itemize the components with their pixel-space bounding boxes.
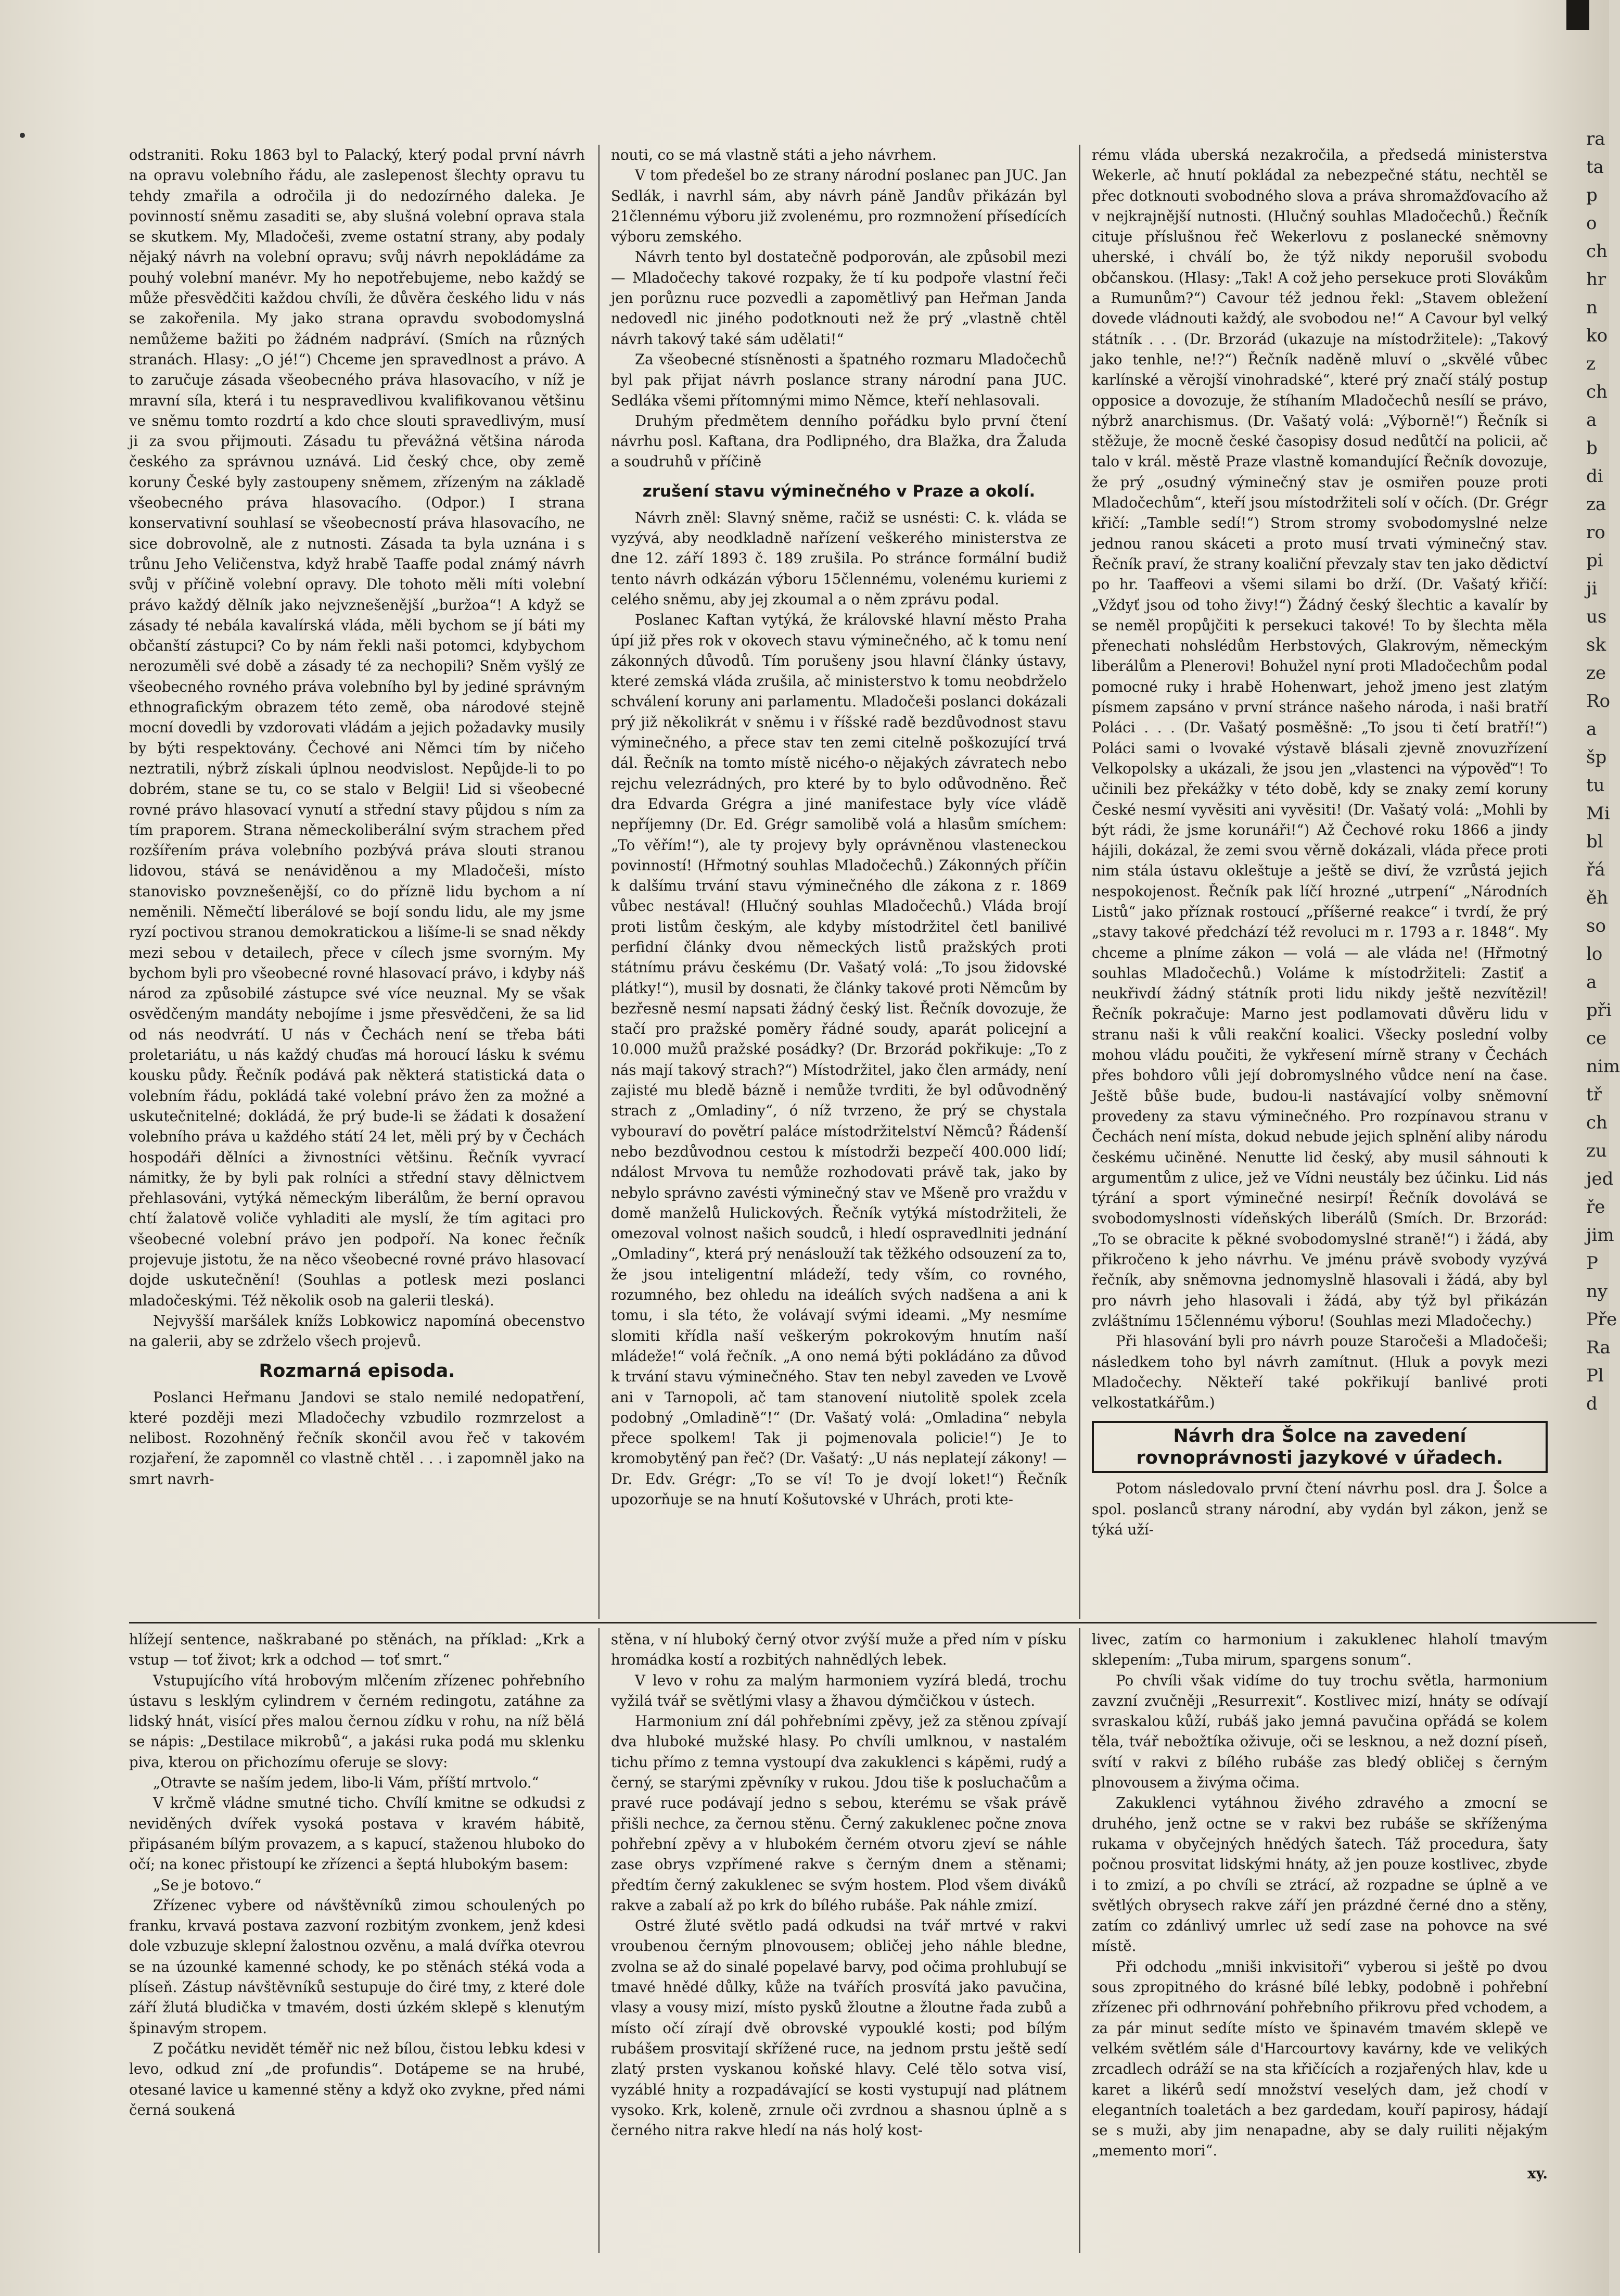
paragraph: Návrh zněl: Slavný sněme, račiž se usnésti: C. k. vláda se vyzývá, aby neodkladně nařízení veškerého ministerstva ze dne 12. září 1893 č. 189 zrušila. Po stránce formální budiž tento návrh odkázán výboru 15člennému, volenému kuriemi z celého sněmu, aby jej zkoumal a o něm zprávu podal.	[611, 509, 1067, 608]
edge-fragment: o	[1586, 213, 1597, 234]
paragraph: Po chvíli však vidíme do tuy trochu světla, harmonium zavzní zvučněji „Resurrexit“. Kostlivec mizí, hnáty se odívají svraskalou kůží, rubáš jako jemná pavučina opřádá se kolem těla, tvář nebožtíka oživuje, oči se lesknou, a než dozní píseň, svítí v rakvi z bílého rubáše zas bledý obličej s černým plnovousem a živýma očima.	[1092, 1671, 1548, 1792]
edge-fragment: ko	[1586, 325, 1608, 346]
edge-fragment: ro	[1586, 522, 1605, 543]
edge-fragment: ch	[1586, 382, 1608, 402]
paragraph: Za všeobecné stísněnosti a špatného rozmaru Mladočechů byl pak přijat návrh poslance strany národní pana JUC. Sedláka všemi přítomnými mimo Němce, kteří nehlasovali.	[611, 350, 1067, 409]
column-rule	[598, 1628, 599, 2253]
column-1	[129, 145, 585, 1619]
paragraph: V krčmě vládne smutné ticho. Chvílí kmitne se odkudsi z neviděných dvířek vysoká postava v kravém hábitě, připásaném bílým provazem, a s kapucí, staženou hluboko do očí; na konec přistoupí ke zřízenci a šeptá hlubokým basem:	[129, 1794, 585, 1873]
edge-fragment: ji	[1586, 578, 1598, 599]
paragraph: nouti, co se má vlastně státi a jeho návrhem.	[611, 146, 937, 163]
paragraph: Nejvyšší maršálek knížs Lobkowicz napomíná obecenstvo na galerii, aby se zdrželo všech projevů.	[129, 1312, 585, 1350]
edge-fragment: us	[1586, 606, 1607, 627]
margin-dot	[20, 133, 25, 138]
author-signature: xy.	[1527, 2164, 1548, 2182]
edge-fragment: z	[1586, 353, 1596, 374]
edge-fragment: pi	[1586, 550, 1603, 571]
edge-fragment: a	[1586, 410, 1597, 430]
edge-fragment: a	[1586, 719, 1597, 740]
paragraph: rému vláda uberská nezakročila, a předsedá ministerstva Wekerle, ač hnutí pokládal za nebezpečné státu, nechtěl se přec dotknouti svobodného slova a práva shromažďovacího až v nejkrajnější nutnosti. (Hlučný souhlas Mladočechů.) Řečník cituje příslušnou řeč Wekerlovu z poslanecké sněmovny uherské, i chválí bo, že týž nikdy neporušil svobodu občanskou. (Hlasy: „Tak! A což jeho persekuce proti Slovákům a Rumunům?“) Cavour též jednou řekl: „Stavem obležení dovede vládnouti každý, ale svobodou ne!“ A Cavour byl velký státník . . . (Dr. Brzorád (ukazuje na místodržitele): „Takový jako tenhle, ne!?“) Řečník naděně mluví o „skvělé vůbec karlínské a věrojší vinohradské“, které prý značí stálý postup opposice a dovozuje, že stíhaním Mladočechů nesílí se právo, nýbrž anarchismus. (Dr. Vašatý volá: „Výborně!“) Řečník si stěžuje, že mocně české časopisy dosud nedůtčí na policii, ač talo v král. městě Praze vlastně komandující Řečník dovozuje, že prý „osudný výminečný stav je osmiřen pouze proti Mladočechům“, kteří jsou místodržiteli solí v očích. (Dr. Grégr křičí: „Tamble sedí!“) Strom stromy svobodomyslné nelze jednou ranou skáceti a proto musí trvati výminečný stav. Řečník praví, že strany koaliční převzaly stav ten jako dědictví po hr. Taaffeovi a všemi silami bo drží. (Dr. Vašatý křičí: „Vždyť jsou od toho živy!“) Žádný český šlechtic a kavalír by se neměl propůjčiti k persekuci takové! To by šlechta měla přenechati nohslédům Herbstových, Glakrovým, německým liberálům a Plenerovi! Bohužel nyní proti Mladočechům podal pomocné ruky i hrabě Hohenwart, jehož jmeno jest zlatým písmem zapsáno v první stránce našeho národa, i naši bratří Poláci . . . (Dr. Vašatý posměšně: „To jsou ti četí bratří!“) Poláci sami o lvovaké výstavě blásali zjevně znovuzřízení Velkopolsky a ukázali, že jsou jen „vlastenci na výpověď“! To učinili bez překážky v této době, kdy se znaky zemí koruny České nesmí vyvěsiti ani vyvěsiti! (Dr. Vašatý volá: „Mohli by být rádi, že jsme korunáři!“) Až Čechové roku 1866 a jindy hájili, dokázal, že zemi svou věrně dokázali, vláda přece proti nim stála ústavu okleštuje a ještě se diví, že vzrůstá jejich nespokojenost. Řečník pak líčí hrozné „utrpení“ „Národních Listů“ jako příznak rostoucí „příšerné reakce“ i tvrdí, že prý „stavy takové předchází též revoluci m r. 1793 a r. 1848“. My chceme a plníme zákon — volá — ale vláda ne! (Hřmotný souhlas Mladočechů.) Voláme k místodržiteli: Zastiť a neukřivdí žádný státník proti lidu nikdy ještě nezvítězil! Řečník pokračuje: Marno jest podlamovati důvěru lidu v stranu naši k vůli reakční koalici. Všecky poslední volby mohou vládu poučiti, že vykřesení mírně strany v Čechách přes bohdoro vůli její dobromyslného vůdce není na čase. Ještě bůše bude, budou-li nastávající volby sněmovní provedeny za stavu výminečného. Pro rozpínavou stranu v Čechách není místa, dokud nebude jejich splnění aliby národu českému učiněné. Nenutte lid český, aby musil sáhnouti k argumentům z ulice, jež ve Vídni neustály bez účinku. Lid nás týrání a sport výminečné nesirpí! Řečník dovolává se svobodomyslnosti vídeňských liberálů (Smích. Dr. Brzorád: „To se obracite k pěkné svobodomyslné straně!“) i žádá, aby přikročeno k jeho návrhu. Ve jménu právě svobody vyzývá řečník, aby sněmovna jednomyslně hlasovali i žádá, aby byl pro návrh jeho hlasovali i žádá, aby týž byl přikázán zvláštnímu 15člennému výboru! (Souhlas mezi Mladočechy.)	[1092, 146, 1548, 1329]
edge-fragment: nim	[1586, 1056, 1620, 1077]
edge-fragment: jed	[1586, 1169, 1614, 1189]
paragraph: Návrh tento byl dostatečně podporován, ale způsobil mezi— Mladočechy takové rozpaky, že tí ku podpoře vlastní řeči jen porůznu ruce pozvedli a zapomětlivý pan Heřman Janda nedovedl nic jiného podotknouti než že prý „vlastně chtěl návrh takový také sám udělati!“	[611, 248, 1067, 348]
paragraph: Při odchodu „mniši inkvisitoři“ vyberou si ještě po dvou sous zpropitného do krásné bílé lebky, podobně i pohřební zřízenec při odhrnování pohřebního přikrovu před vchodem, a za pár minut sedíte místo ve špinavém tmavém sklepě ve velkém světlém sále d'Harcourtovy kavárny, kde ve velikých zrcadlech odráží se na sta křičících a rozjařených hlav, kde u karet a likérů sedí množství veselých dam, jež chodí v elegantních toaletách a bez gardedam, kouří papirosy, hádají se s muži, aby jim nenapadne, aby se daly ruiliti nějakým „memento mori“.	[1092, 1958, 1548, 2160]
edge-fragment: bl	[1586, 831, 1603, 852]
edge-fragment: ch	[1586, 1112, 1608, 1133]
edge-fragment: jim	[1586, 1225, 1614, 1246]
edge-fragment: ze	[1586, 663, 1606, 683]
column-3	[1092, 145, 1548, 1619]
paragraph: Z počátku nevidět téměř nic než bílou, čistou lebku kdesi v levo, odkud zní „de profundis“. Dotápeme se na hrubé, otesané lavice u kamenné stěny a když oko zvykne, před námi černá soukená	[129, 2039, 585, 2119]
edge-fragment: a	[1586, 972, 1597, 993]
column-2	[611, 145, 1067, 1619]
paragraph: V tom předešel bo ze strany národní poslanec pan JUC. Jan Sedlák, i navrhl sám, aby návrh páně Jandův přikázán byl 21člennému výboru již zvolenému, pro rozmnožení přísedících výboru zemského.	[611, 167, 1067, 246]
edge-fragment: Pl	[1586, 1365, 1604, 1386]
edge-fragment: zu	[1586, 1140, 1607, 1161]
edge-fragment: za	[1586, 494, 1606, 515]
feuilleton-rule	[129, 1622, 1597, 1623]
edge-fragment: so	[1586, 916, 1606, 936]
paragraph: livec, zatím co harmonium i zakuklenec hlaholí tmavým sklepením: „Tuba mirum, spargens sonum“.	[1092, 1631, 1548, 1669]
edge-fragment: při	[1586, 1000, 1612, 1021]
column-rule	[598, 145, 599, 1619]
edge-fragment: p	[1586, 185, 1598, 206]
paragraph: stěna, v ní hluboký černý otvor zvýší muže a před ním v písku hromádka kostí a rozbitých nahnědlých lebek.	[611, 1631, 1067, 1669]
edge-mark	[1566, 0, 1589, 30]
paragraph: Druhým předmětem denního pořádku bylo první čtení návrhu posl. Kaftana, dra Podlipného, dra Blažka, dra Žaluda a soudruhů v příčině	[611, 412, 1067, 471]
edge-fragment: ta	[1586, 157, 1604, 177]
feuilleton-column-1	[129, 1629, 585, 2256]
edge-fragment: šp	[1586, 747, 1607, 768]
edge-fragment: Pře	[1586, 1309, 1617, 1330]
paragraph: Při hlasování byli pro návrh pouze Staročeši a Mladočeši; následkem toho byl návrh zamítnut. (Hluk a povyk mezi Mladočechy. Někteří také pokřikují banlivé proti velkostatkářům.)	[1092, 1333, 1548, 1412]
column-rule	[1079, 1628, 1080, 2253]
edge-fragment: d	[1586, 1393, 1598, 1414]
edge-fragment: ce	[1586, 1028, 1607, 1049]
edge-fragment: b	[1586, 438, 1598, 459]
paragraph: Vstupujícího vítá hrobovým mlčením zřízenec pohřebního ústavu s lesklým cylindrem v černém redingotu, zatáhne za lidský hnát, visící přes malou černou zídku v rohu, na níž bělá se nápis: „Destilace mikrobů“, a jakási ruka podá mu sklenku piva, kterou on přichozímu oferuje se slovy:	[129, 1671, 585, 1771]
feuilleton-column-2	[611, 1629, 1067, 2256]
edge-fragment: di	[1586, 466, 1603, 487]
column-rule	[1079, 145, 1080, 1619]
edge-fragment: hr	[1586, 269, 1606, 290]
paragraph: Poslanci Heřmanu Jandovi se stalo nemilé nedopatření, které později mezi Mladočechy vzbudilo rozmrzelost a nelibost. Rozohněný řečník skončil avou řeč v takovém rozjaření, že zapomněl co vlastně chtěl . . . i zapomněl jako na smrt navrh-	[129, 1388, 585, 1488]
edge-fragment: ny	[1586, 1281, 1608, 1302]
paragraph: Zakuklenci vytáhnou živého zdravého a zmocní se druhého, jenž octne se v rakvi bez rubáše se skříženýma rukama v obyčejných hnědých šatech. Táž procedura, šaty počnou prosvitat lidskými hnáty, až jen pouze kostlivec, zbyde i to zmizí, a po chvíli se ztrácí, až rozpadne se úplně a ve světlých obrysech rakve září jen prázdné černé dno a stěny, zatím co zdánlivý umrlec už sedí zase na pohovce na své místě.	[1092, 1794, 1548, 1955]
edge-fragment: tu	[1586, 775, 1605, 796]
paragraph: „Se je botovo.“	[153, 1876, 262, 1894]
paragraph: V levo v rohu za malým harmoniem vyzírá bledá, trochu vyžilá tvář se světlými vlasy a žhavou dýmčičkou v ústech.	[611, 1671, 1067, 1709]
edge-fragment: n	[1586, 297, 1598, 318]
paragraph: odstraniti. Roku 1863 byl to Palacký, který podal první návrh na opravu volebního řádu, ale zaslepenost šlechty opravu tu tehdy zmařila a odročila ji do nedozírného daleka. Je povinností sněmu zasaditi se, aby slušná volební oprava stala se skutkem. My, Mladočeši, zveme ostatní strany, aby podaly nějaký návrh na volební opravu; svůj návrh nepokládáme za pouhý volební manévr. My ho nepotřebujeme, nebo každý se může přesvědčiti každou chvíli, že důvěra českého lidu v nás se zakořenila. My jako strana opravdu svobodomyslná nemůžeme bažiti po žádném nadpráví. (Smích na různých stranách. Hlasy: „O jé!“) Chceme jen spravedlnost a právo. A to zaručuje zásada všeobecného práva hlasovacího, v níž je mravní síla, která i tu nespravedlivou kvalifikovanou většinu ve sněmu tomto rozdrtí a kdo chce slouti spravedlivým, musí ji za svou přijmouti. Zásadu tu převážná většina národa českého za správnou uznává. Lid český chce, oby země koruny České byly zastoupeny sněmem, zřízeným na základě všeobecného práva hlasovacího. (Odpor.) I strana konservativní souhlasí se všeobecností práva hlasovacího, ne sice dobrovolně, ale z nutnosti. Zásada ta byla uznána i s trůnu Jeho Veličenstva, když hrabě Taaffe podal známý návrh svůj v příčině volební opravy. Dle tohoto měli míti volební právo každý dělník jako nejvznešenější „buržoa“! A když se zásady té nebála kavalírská vláda, měli bychom se jí báti my občanští zástupci? Co by nám řekli naši potomci, kdybychom nerozuměli své době a zásady té za nechopili? Sněm vyšlý ze všeobecného rovného práva volebního byl by jediné správným ethnografickým obrazem této země, oba národové stejně mocní dovedli by vzdorovati vládám a jejich požadavky musily by býti respektovány. Čechové ani Němci tím by ničeho neztratili, nýbrž získali úplnou neodvislost. Nepůjde-li to po dobrém, stane se tu, co se stalo v Belgii! Lid si všeobecné rovné právo hlasovací vynutí a střední stavy půjdou s ním za tím praporem. Strana německoliberální svým strachem před rozšířením práva volebního pozbývá práva slouti stranou lidovou, stává se nenáviděnou a my Mladočeši, místo stanovisko povznešenější, co do příznë lidu bychom a ní neměnili. Němečtí liberálové se bojí sondu lidu, ale my jsme ryzí poctivou stranou demokratickou a lišíme-li se snad někdy mezi sebou v detailech, přece v cílech jsme svorným. My bychom byli pro všeobecné rovné hlasovací právo, i kdyby náš národ za způsobilé zástupce své více neuznal. My se však osvědčeným mandáty nebojíme i jsme přesvědčeni, že sa lid od nás neodvrátí. U nás v Čechách není se třeba báti proletariátu, u nás každý chuďas má horoucí lásku k svému kousku půdy. Řečník podává pak některá statistická data o volebním řádu, pokládá také volební právo žen za možné a uskutečnitelné; dokládá, že prý bude-li se žádati k dosažení volebního práva u každého státí 24 let, měli prý by v Čechách hospodáři dělníci a živnostníci většinu. Řečník vyvrací námitky, že by byli pak rolníci a střední stavy dělnictvem přehlasováni, vytýká německým liberálům, že berní opravou chtí žalatově voliče vyhladiti ale myslí, že tím agitaci pro všeobecné volební právo jen podpoří. Na konec řečník projevuje jistotu, že na něco všeobecné rovné právo hlasovací dojde uskutečnění! (Souhlas a potlesk mezi poslanci mladočeskými. Též několik osob na galerii tleská).	[129, 146, 585, 1309]
paragraph: Potom následovalo první čtení návrhu posl. dra J. Šolce a spol. poslanců strany národní, aby vydán byl zákon, jenž se týká uží-	[1092, 1480, 1548, 1538]
edge-fragment: Ra	[1586, 1337, 1611, 1358]
edge-fragment: ěh	[1586, 887, 1609, 908]
edge-fragment: P	[1586, 1253, 1598, 1274]
edge-fragment: ře	[1586, 1197, 1605, 1217]
edge-fragment: tř	[1586, 1084, 1602, 1105]
paragraph: hlížejí sentence, naškrabané po stěnách, na příklad: „Krk a vstup — toť život; krk a odchod — toť smrt.“	[129, 1631, 585, 1669]
paragraph: „Otravte se naším jedem, libo-li Vám, příští mrtvolo.“	[153, 1774, 539, 1792]
section-heading: Návrh dra Šolce na zavedení rovnoprávnosti jazykové v úřadech.	[1092, 1421, 1548, 1473]
edge-fragment: Mi	[1586, 803, 1610, 824]
paragraph: Zřízenec vybere od návštěvníků zimou schoulených po franku, krvavá postava zazvoní rozbitým zvonkem, jenž kdesi dole vzbuzuje sklepní žalostnou ozvěnu, a malá dvířka otevrou se na úzounké kamenné schody, ke po stěnách stéká voda a plíseň. Zástup návštěvníků sestupuje do čiré tmy, z které dole září žlutá bludička v tmavém, dosti úzkém sklepě s klenutým špinavým stropem.	[129, 1896, 585, 2037]
edge-fragment: řá	[1586, 859, 1605, 880]
paragraph: Ostré žluté světlo padá odkudsi na tvář mrtvé v rakvi vroubenou černým plnovousem; obličej jeho náhle bledne, zvolna se až do sinalé popelavé barvy, pod očima prohlubují se tmavé hnědé důlky, kůže na tvářích prosvítá jako pavučina, vlasy a vousy mizí, místo pysků žloutne a žloutne řada zubů a místo očí zírají dvě obrovské vypouklé kosti; pod bílým rubášem prosvitají skřížené ruce, na jednom prstu ještě sedí zlatý prsten vyskanou koňské hlavy. Celé tělo sotva visí, vyzáblé hnity a rozpadávající se kosti vystupují nad plátnem vysoko. Krk, koleně, zrnule oči zvrdnou a shasnou úplně a s černého nitra rakve hledí na nás holý kost-	[611, 1917, 1067, 2139]
edge-fragment: ch	[1586, 241, 1608, 262]
feuilleton-column-3	[1092, 1629, 1548, 2256]
page-content	[129, 145, 1597, 2258]
section-heading: Rozmarná episoda.	[259, 1360, 455, 1381]
edge-fragment: sk	[1586, 635, 1606, 655]
edge-fragment: lo	[1586, 944, 1603, 965]
paragraph: Poslanec Kaftan vytýká, že královské hlavní město Praha úpí již přes rok v okovech stavu výminečného, ač k tomu není zákonných důvodů. Tím porušeny jsou hlavní články ústavy, které zemská vláda zrušila, ač ministerstvo k tomu neobdrželo schválení koruny ani parlamentu. Mladočeši poslanci dokázali prý již několikrát v sněmu i v říšské radě bezdůvodnost stavu výminečného, a přece stav ten zemi citelně poškozující trvá dál. Řečník na tomto místě nicého-o nějakých závratech nebo rejchu velezrádných, pro které by to bylo odůvodněno. Řeč dra Edvarda Grégra a jiné manifestace byly více vládě nepříjemny (Dr. Ed. Grégr samolibě volá a hlasům smíchem: „To věřím!“), ale ty projevy byly oprávněnou vlasteneckou povinností! (Hřmotný souhlas Mladočechů.) Zákonných příčin k dalšímu trvání stavu výminečného dle zákona z r. 1869 vůbec nestával! (Hlučný souhlas Mladočechů.) Vláda brojí proti listům českým, ale kdyby místodržitel četl banilivé perfidní články dvou německých listů pražských proti státnímu právu českému (Dr. Vašatý volá: „To jsou židovské plátky!“), musil by dosnati, že články takové proti Němcům by bezřesně nesmí napsati žádný český list. Řečník dovozuje, že stačí pro pražské poměry řádné soudy, aparát policejní a 10.000 mužů pražské posádky? (Dr. Brzorád pokřikuje: „To z nás mají takový strach?“) Místodržitel, jako člen armády, není zajisté mu bledě bázně i nemůže tvrditi, že byl odůvodněný strach z „Omladiny“, ó níž tvrzeno, že prý se chystala vybouraví do povětrí paláce místodržitelství Němců? Řádenší nebo bezdůvodnou cestou k místodrži bezpečí 400.000 lidí; ndálost Mrvova tu nemůže rozhodovati právě tak, jako by nebylo správno zavésti výminečný stav ve Mšeně pro vraždu v domě manželů Hulickových. Řečník vytýká místodržiteli, že omezoval volnost našich soudců, i hledí ospravedlniti jednání „Omladiny“, která prý nenáslouží tak těžkého odsouzení za to, že jsou inteligentní mládeží, tedy vším, co rovného, rozumného, bez ohledu na ideálích svých nadšena a ani k tomu, i sla této, že volávají svými ideami. „My nesmíme slomiti křídla naší veškerým pokrokovým hnutím naší mládeže!“ volá řečník. „A ono nemá býti pokládáno za důvod k trvání stavu výminečného. Stav ten nebyl zaveden ve Lvově ani v Tarnopoli, ač tam stanovení niutolitě spolek zcela podobný „Omladině“!“ (Dr. Vašatý volá: „Omladina“ nebyla přece spolkem! Tak ji pojmenovala policie!“) Je to kromobytěný pan řeč? (Dr. Vašatý: „U nás neplatejí zákony! — Dr. Edv. Grégr: „To se ví! To je dvojí loket!“) Řečník upozorňuje se na hnutí Košutovské v Uhrách, proti kte-	[611, 611, 1067, 1508]
paragraph: Harmonium zní dál pohřebními zpěvy, jež za stěnou zpívají dva hluboké mužské hlasy. Po chvíli umlknou, v nastalém tichu přímo z temna vystoupí dva zakuklenci s kápěmi, rudý a černý, se starými zpěvníky v rukou. Jdou tiše k posluchačům a pravé ruce podávají jedno s sebou, kterému se však právě přišli nechce, za černou stěnu. Černý zakuklenec počne znova pohřební zpěvy a v hlubokém černém otvoru zjeví se náhle zase obrys vzpřímené rakve s černým dnem a stěnami; předtím černý zakuklenec se svým hostem. Plod všem diváků rakve a zabalí až po krk do bílého rubáše. Pak náhle zmizí.	[611, 1713, 1067, 1914]
section-heading: zrušení stavu výminečného v Praze a okolí.	[642, 481, 1036, 501]
edge-fragment: Ro	[1586, 691, 1611, 712]
edge-fragment: ra	[1586, 129, 1605, 149]
